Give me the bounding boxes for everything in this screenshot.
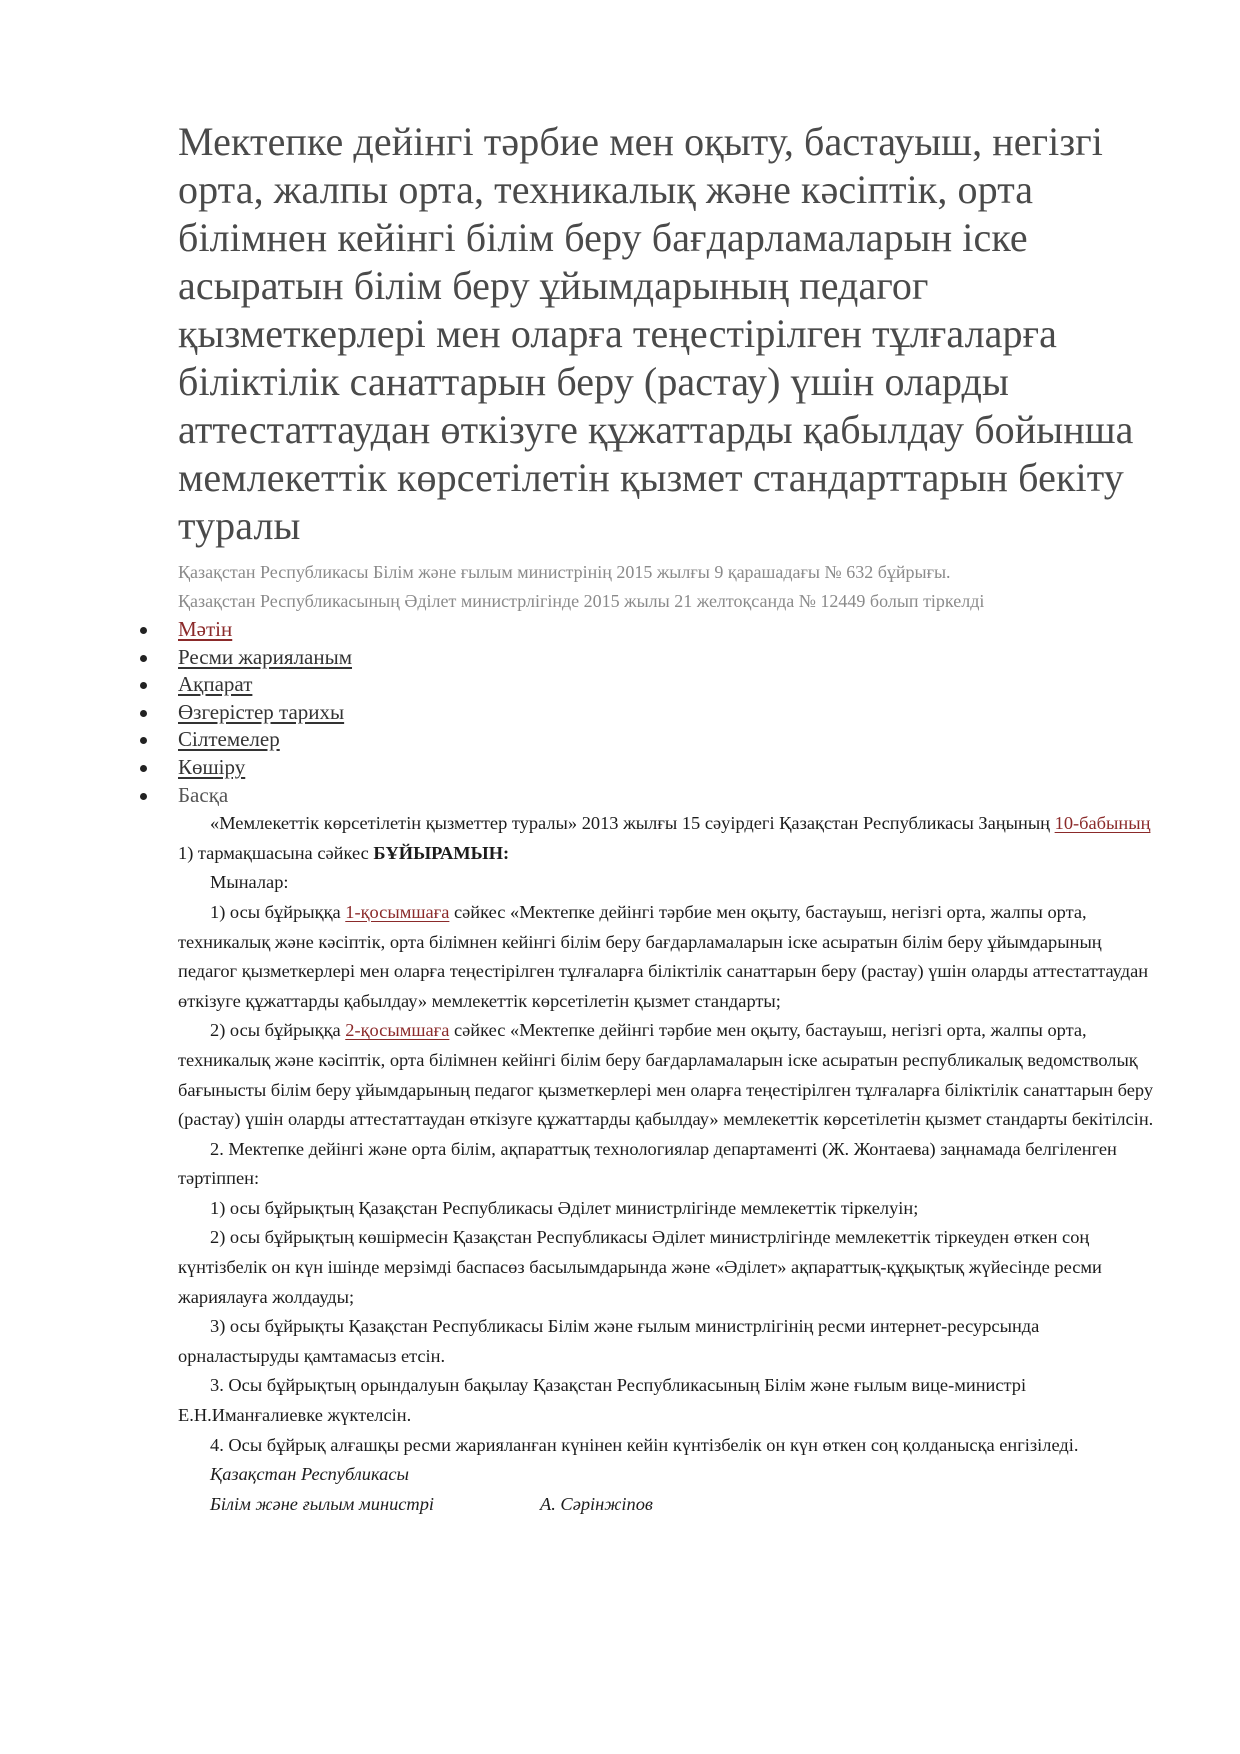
article-10-link[interactable]: 10-бабының <box>1054 813 1151 834</box>
tab-references-link[interactable]: Сілтемелер <box>178 727 280 752</box>
appendix-1-link[interactable]: 1-қосымшаға <box>345 901 450 922</box>
bullet-icon <box>140 710 147 717</box>
tab-change-history <box>178 699 1163 727</box>
signature-country: Қазақстан Республикасы <box>210 1464 409 1485</box>
document-title: Мектепке дейінгі тәрбие мен оқыту, бастауыш, негізгі орта, жалпы орта, техникалық және кәсіптік, орта білімнен кейінгі білім беру бағдарламаларын іске асыратын білім беру ұйымдарының педагог қызметкерлері мен оларға теңестірілген тұлғаларға біліктілік санаттарын беру (растау) үшін оларды аттестаттаудан өткізуге құжаттарды қабылдау бойынша мемлекеттік көрсетілетін қызмет стандарттарын бекіту туралы <box>178 119 1134 548</box>
tab-other-label[interactable]: Басқа <box>178 782 229 807</box>
paragraph-registration: 1) осы бұйрықтың Қазақстан Республикасы Әділет министрлігінде мемлекеттік тіркелуін; <box>210 1197 919 1218</box>
tab-text <box>178 616 1163 644</box>
paragraph-effective-date: 4. Осы бұйрық алғашқы ресми жарияланған күнінен кейін күнтізбелік он күн өткен соң қолданысқа енгізіледі. <box>210 1434 1079 1455</box>
signature-block <box>178 1460 1163 1519</box>
tab-references <box>178 726 1163 754</box>
order-info: Қазақстан Республикасы Білім және ғылым министрінің 2015 жылғы 9 қарашадағы № 632 бұйрығы. <box>178 562 951 582</box>
bullet-icon <box>140 627 147 634</box>
bullet-icon <box>140 737 147 744</box>
signature-name: А. Сәрінжіпов <box>540 1493 653 1514</box>
paragraph-item-2: 2) осы бұйрыққа 2-қосымшаға сәйкес «Мектепке дейінгі тәрбие мен оқыту, бастауыш, негізгі орта, жалпы орта, техникалық және кәсіптік, орта білімнен кейінгі білім беру бағдарламаларын іске асыратын республикалық ведомстволық бағынысты білім беру ұйымдарының педагог қызметкерлері мен оларға теңестірілген тұлғаларға біліктілік санаттарын беру (растау) үшін оларды аттестаттаудан өткізуге құжаттарды қабылдау» мемлекеттік көрсетілетін қызмет стандарты бекітілсін. <box>178 1020 1154 1130</box>
tab-copy-link[interactable]: Көшіру <box>178 754 246 779</box>
paragraph-preamble: «Мемлекеттік көрсетілетін қызметтер туралы» 2013 жылғы 15 сәуірдегі Қазақстан Республикасы Заңының 10-бабының 1) тармақшасына сәйкес БҰЙЫРАМЫН: <box>178 813 1151 863</box>
tab-official-publication <box>178 644 1163 672</box>
document-tabs <box>178 616 1163 809</box>
document-body <box>178 809 1163 1460</box>
document-subtitle <box>178 558 1163 616</box>
tab-text-link[interactable]: Мәтін <box>178 617 233 641</box>
tab-information-link[interactable]: Ақпарат <box>178 672 253 697</box>
tab-copy <box>178 754 1163 782</box>
signature-row <box>210 1490 1163 1520</box>
paragraph-following: Мыналар: <box>210 872 289 893</box>
bullet-icon <box>140 765 147 772</box>
paragraph-publication: 2) осы бұйрықтың көшірмесін Қазақстан Республикасы Әділет министрлігінде мемлекеттік тіркеуден өткен соң күнтізбелік он күн ішінде мерзімді баспасөз басылымдарында және «Әділет» ақпараттық-құқықтық жүйесінде ресми жариялауға жолдауды; <box>178 1227 1102 1307</box>
registration-info: Қазақстан Республикасының Әділет министрлігінде 2015 жылы 21 желтоқсанда № 12449 болып тіркелді <box>178 591 985 611</box>
signature-position: Білім және ғылым министрі <box>210 1493 435 1514</box>
tab-other[interactable] <box>178 782 1163 810</box>
tab-official-publication-link[interactable]: Ресми жарияланым <box>178 644 353 669</box>
bullet-icon <box>140 682 147 689</box>
bullet-icon <box>140 793 147 800</box>
paragraph-internet-placement: 3) осы бұйрықты Қазақстан Республикасы Білім және ғылым министрлігінің ресми интернет-ресурсында орналастыруды қамтамасыз етсін. <box>178 1316 1040 1366</box>
appendix-2-link[interactable]: 2-қосымшаға <box>345 1020 450 1041</box>
tab-change-history-link[interactable]: Өзгерістер тарихы <box>178 699 345 724</box>
paragraph-department: 2. Мектепке дейінгі және орта білім, ақпараттық технологиялар департаменті (Ж. Жонтаева) заңнамада белгіленген тәртіппен: <box>178 1138 1117 1189</box>
order-keyword: БҰЙЫРАМЫН: <box>373 842 510 863</box>
bullet-icon <box>140 655 147 662</box>
paragraph-control: 3. Осы бұйрықтың орындалуын бақылау Қазақстан Республикасының Білім және ғылым вице-министрі Е.Н.Иманғалиевке жүктелсін. <box>178 1375 1027 1426</box>
document-page <box>178 118 1163 1519</box>
paragraph-item-1: 1) осы бұйрыққа 1-қосымшаға сәйкес «Мектепке дейінгі тәрбие мен оқыту, бастауыш, негізгі орта, жалпы орта, техникалық және кәсіптік, орта білімнен кейінгі білім беру бағдарламаларын іске асыратын білім беру ұйымдарының педагог қызметкерлері мен оларға теңестірілген тұлғаларға біліктілік санаттарын беру (растау) үшін оларды аттестаттаудан өткізуге құжаттарды қабылдау» мемлекеттік көрсетілетін қызмет стандарты; <box>178 901 1149 1011</box>
tab-information <box>178 671 1163 699</box>
